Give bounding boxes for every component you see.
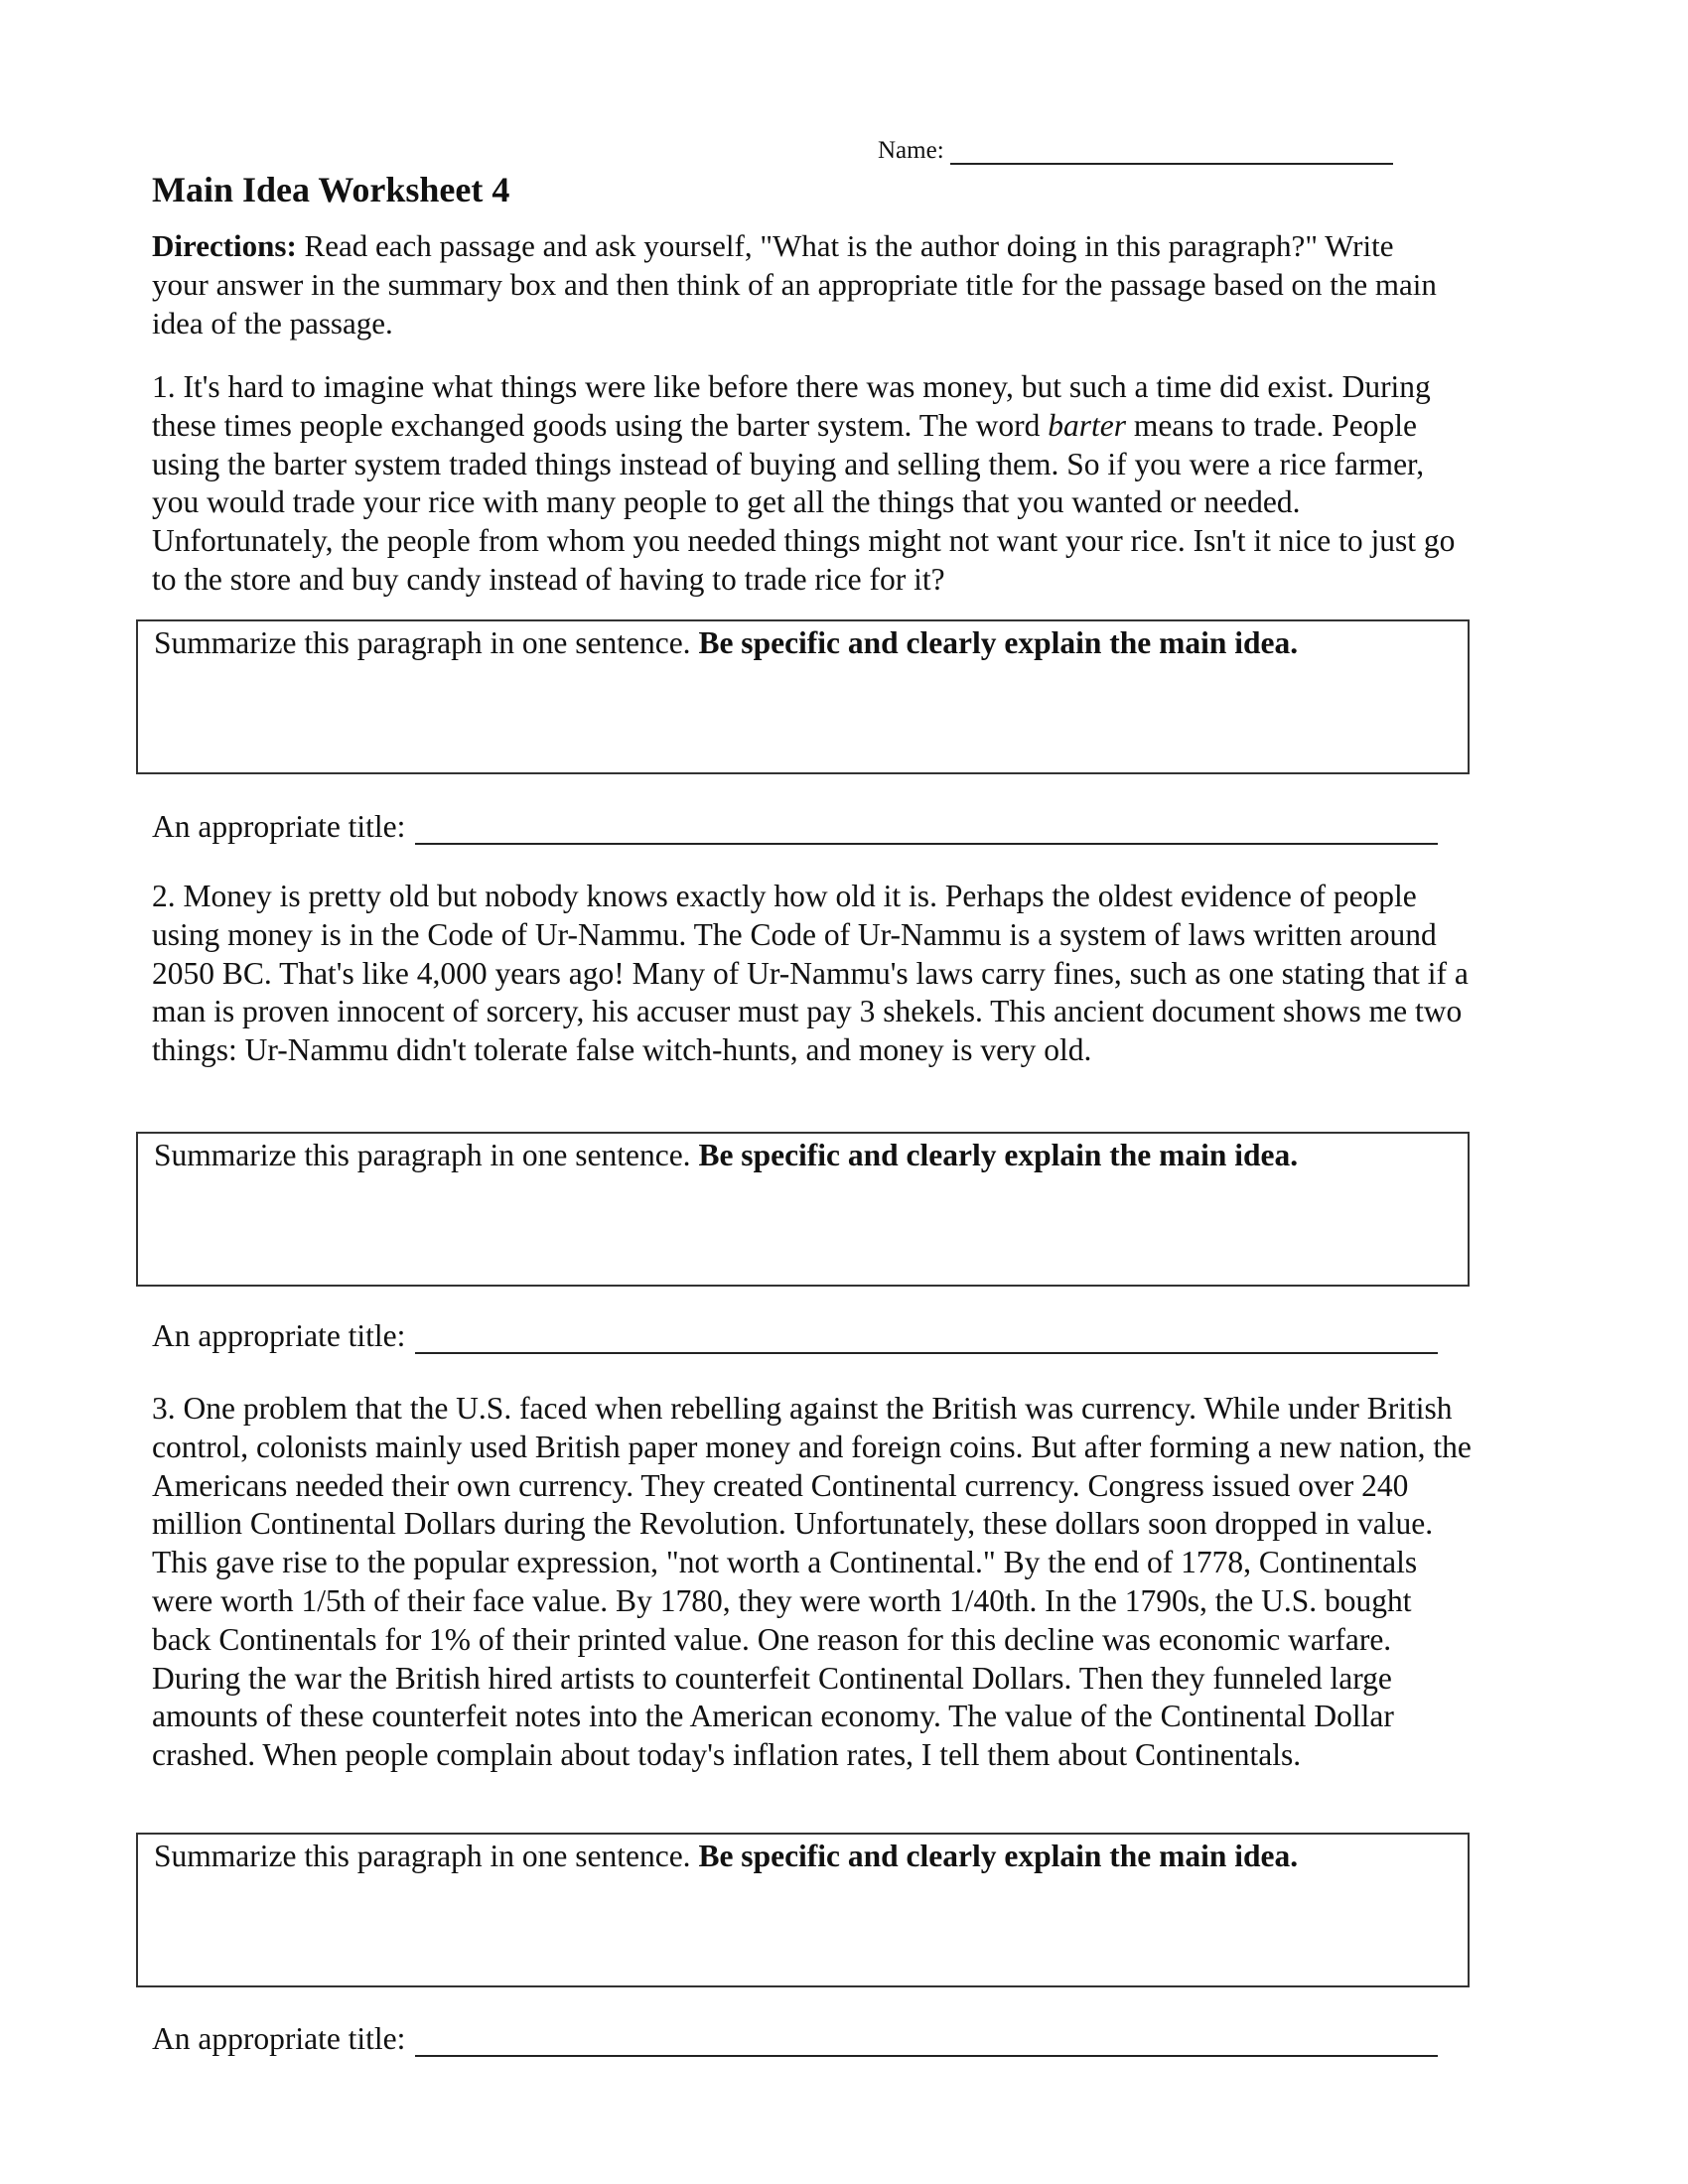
passage-3: 3. One problem that the U.S. faced when rebelling against the British was currency. While under British control, colonists mainly used British paper money and foreign coins. But after forming a new nation, the Americans needed their own currency. They created Continental currency. Congress issued over 240 million Continental Dollars during the Revolution. Unfortunately, these dollars soon dropped in value. This gave rise to the popular expression, "not worth a Continental." By the end of 1778, Continentals were worth 1/5th of their face value. By 1780, they were worth 1/40th. In the 1790s, the U.S. bought back Continentals for 1% of their printed value. One reason for this decline was economic warfare. During the war the British hired artists to counterfeit Continental Dollars. Then they funneled large amounts of these counterfeit notes into the American economy. The value of the Continental Dollar crashed. When people complain about today's inflation rates, I tell them about Continentals. xyxy=(152,1391,1472,1773)
worksheet-title: Main Idea Worksheet 4 xyxy=(152,170,510,209)
directions-label: Directions: xyxy=(152,228,297,263)
title-answer-line-2[interactable] xyxy=(415,1318,1438,1354)
summary-answer-3[interactable] xyxy=(148,1884,1458,1978)
title-label-2: An appropriate title: xyxy=(152,1318,406,1353)
summary-prompt-text: Summarize this paragraph in one sentence. xyxy=(154,625,699,660)
summary-box-1[interactable] xyxy=(136,619,1470,774)
title-row-3 xyxy=(152,2021,1438,2057)
summary-answer-1[interactable] xyxy=(148,671,1458,764)
directions xyxy=(152,226,1443,342)
summary-prompt-text: Summarize this paragraph in one sentence. xyxy=(154,1138,699,1172)
name-input-line[interactable] xyxy=(950,135,1393,165)
title-row-1 xyxy=(152,809,1438,845)
title-row-2 xyxy=(152,1318,1438,1354)
summary-box-2[interactable] xyxy=(136,1132,1470,1287)
summary-prompt-2 xyxy=(154,1138,1298,1173)
summary-box-3[interactable] xyxy=(136,1833,1470,1987)
summary-prompt-1 xyxy=(154,625,1298,661)
title-label-3: An appropriate title: xyxy=(152,2021,406,2056)
summary-answer-2[interactable] xyxy=(148,1183,1458,1277)
title-answer-line-1[interactable] xyxy=(415,809,1438,845)
summary-prompt-text: Summarize this paragraph in one sentence. xyxy=(154,1839,699,1873)
summary-prompt-3 xyxy=(154,1839,1298,1874)
passage-1 xyxy=(152,368,1473,600)
title-answer-line-3[interactable] xyxy=(415,2021,1438,2057)
summary-prompt-bold: Be specific and clearly explain the main idea. xyxy=(698,1138,1299,1172)
title-label-1: An appropriate title: xyxy=(152,809,406,844)
directions-text: Read each passage and ask yourself, "What is the author doing in this paragraph?" Write your answer in the summary box and then think of an appropriate title for the passage based on the main idea of the passage. xyxy=(152,228,1437,341)
passage-1-text-a: 1. It's hard to imagine what things were like before there was money, but such a time did exist. During these times people exchanged goods using the barter system. The word xyxy=(152,369,1431,443)
passage-2: 2. Money is pretty old but nobody knows exactly how old it is. Perhaps the oldest evidence of people using money is in the Code of Ur-Nammu. The Code of Ur-Nammu is a system of laws written around 2050 BC. That's like 4,000 years ago! Many of Ur-Nammu's laws carry fines, such as one stating that if a man is proven innocent of sorcery, his accuser must pay 3 shekels. This ancient document shows me two things: Ur-Nammu didn't tolerate false witch-hunts, and money is very old. xyxy=(152,879,1469,1068)
summary-prompt-bold: Be specific and clearly explain the main idea. xyxy=(698,1839,1299,1873)
name-label: Name: xyxy=(878,137,944,164)
passage-1-text-b: means to trade. People using the barter system traded things instead of buying and selling them. So if you were a rice farmer, you would trade your rice with many people to get all the things that you wanted or needed. Unfortunately, the people from whom you needed things might not want your rice. Isn't it nice to just go to the store and buy candy instead of having to trade rice for it? xyxy=(152,407,1456,597)
name-field-row xyxy=(878,135,1393,165)
summary-prompt-bold: Be specific and clearly explain the main idea. xyxy=(698,625,1299,660)
passage-1-italic-term: barter xyxy=(1048,407,1126,443)
